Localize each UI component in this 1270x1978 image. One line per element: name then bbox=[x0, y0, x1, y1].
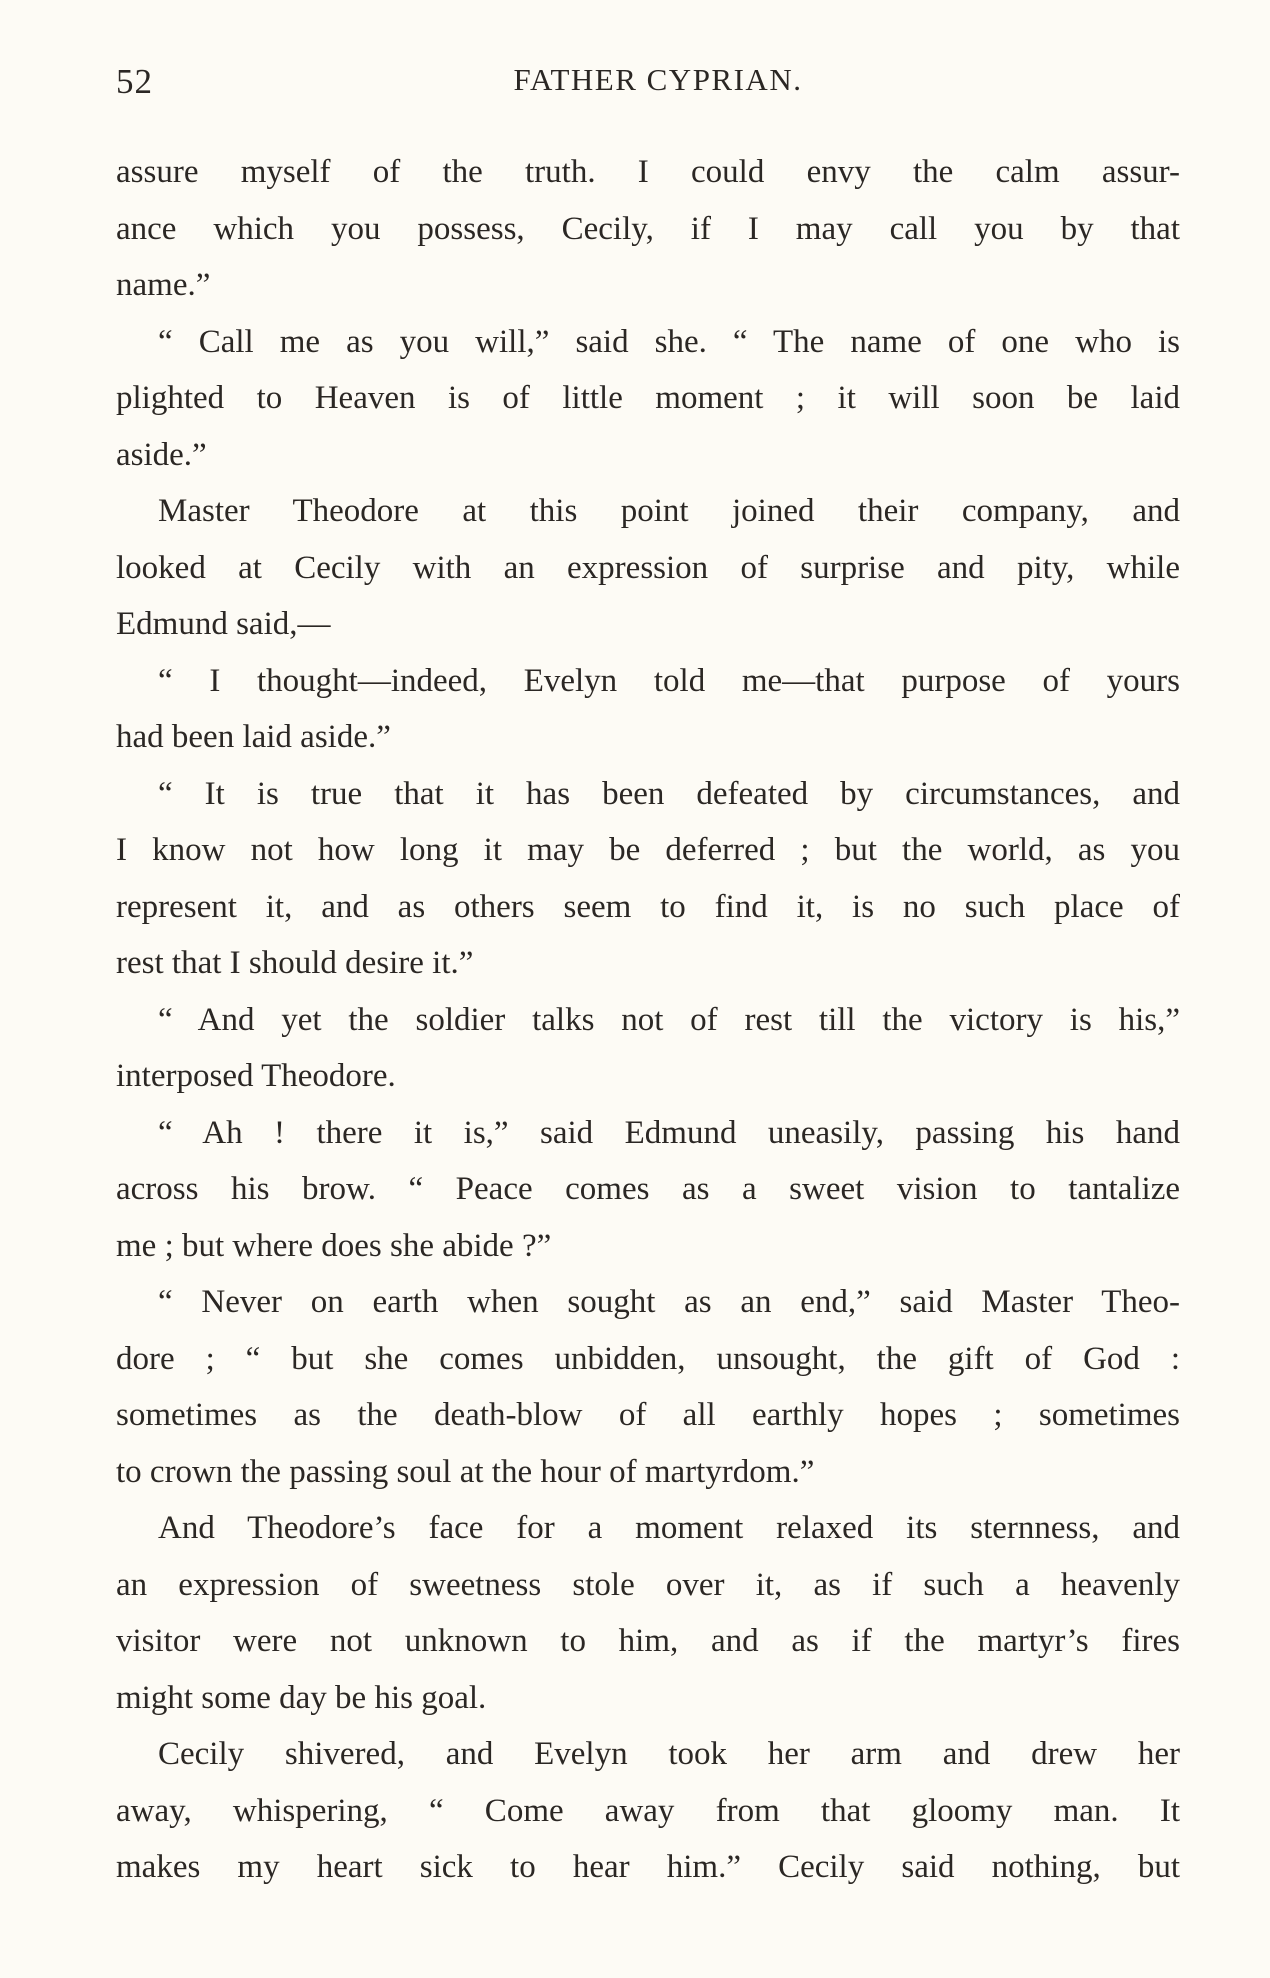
text-line: “ Ah ! there it is,” said Edmund uneasily, passing his hand bbox=[158, 1114, 1180, 1151]
text-line: me ; but where does she abide ?” bbox=[116, 1227, 552, 1264]
text-line: might some day be his goal. bbox=[116, 1679, 487, 1716]
text-line: makes my heart sick to hear him.” Cecily said nothing, but bbox=[116, 1849, 1180, 1885]
text-line: “ I thought—indeed, Evelyn told me—that purpose of yours bbox=[158, 662, 1180, 699]
body-text bbox=[116, 144, 1180, 1896]
text-line: assure myself of the truth. I could envy the calm assur- bbox=[116, 154, 1180, 190]
text-line: “ Never on earth when sought as an end,” said Master Theo- bbox=[158, 1284, 1180, 1320]
text-line: aside.” bbox=[116, 436, 207, 473]
text-line: sometimes as the death-blow of all earthly hopes ; sometimes bbox=[116, 1397, 1180, 1433]
text-line: Edmund said,— bbox=[116, 606, 331, 642]
text-line: across his brow. “ Peace comes as a sweet vision to tantalize bbox=[116, 1171, 1180, 1207]
text-line: dore ; “ but she comes unbidden, unsought, the gift of God : bbox=[116, 1340, 1180, 1377]
text-line: “ It is true that it has been defeated by circumstances, and bbox=[158, 775, 1180, 812]
text-line: interposed Theodore. bbox=[116, 1058, 396, 1094]
text-line: “ Call me as you will,” said she. “ The name of one who is bbox=[158, 323, 1180, 360]
text-line: looked at Cecily with an expression of surprise and pity, while bbox=[116, 549, 1180, 586]
text-line: Cecily shivered, and Evelyn took her arm and drew her bbox=[158, 1736, 1180, 1772]
text-line: rest that I should desire it.” bbox=[116, 945, 474, 981]
page-number: 52 bbox=[116, 62, 153, 101]
text-line: had been laid aside.” bbox=[116, 719, 391, 755]
text-line: an expression of sweetness stole over it, as if such a heavenly bbox=[116, 1566, 1180, 1603]
text-line: I know not how long it may be deferred ; but the world, as you bbox=[116, 832, 1180, 868]
text-line: name.” bbox=[116, 267, 211, 303]
text-line: away, whispering, “ Come away from that gloomy man. It bbox=[116, 1792, 1180, 1829]
text-line: plighted to Heaven is of little moment ; it will soon be laid bbox=[116, 380, 1180, 416]
text-line: represent it, and as others seem to find it, is no such place of bbox=[116, 888, 1180, 925]
text-line: Master Theodore at this point joined their company, and bbox=[158, 493, 1180, 529]
running-title: FATHER CYPRIAN. bbox=[513, 62, 803, 97]
text-line: “ And yet the soldier talks not of rest till the victory is his,” bbox=[158, 1001, 1180, 1038]
running-head bbox=[116, 62, 1180, 112]
text-line: ance which you possess, Cecily, if I may call you by that bbox=[116, 210, 1180, 247]
text-line: to crown the passing soul at the hour of martyrdom.” bbox=[116, 1453, 815, 1490]
text-line: visitor were not unknown to him, and as if the martyr’s fires bbox=[116, 1623, 1180, 1659]
text-line: And Theodore’s face for a moment relaxed its sternness, and bbox=[158, 1510, 1180, 1546]
